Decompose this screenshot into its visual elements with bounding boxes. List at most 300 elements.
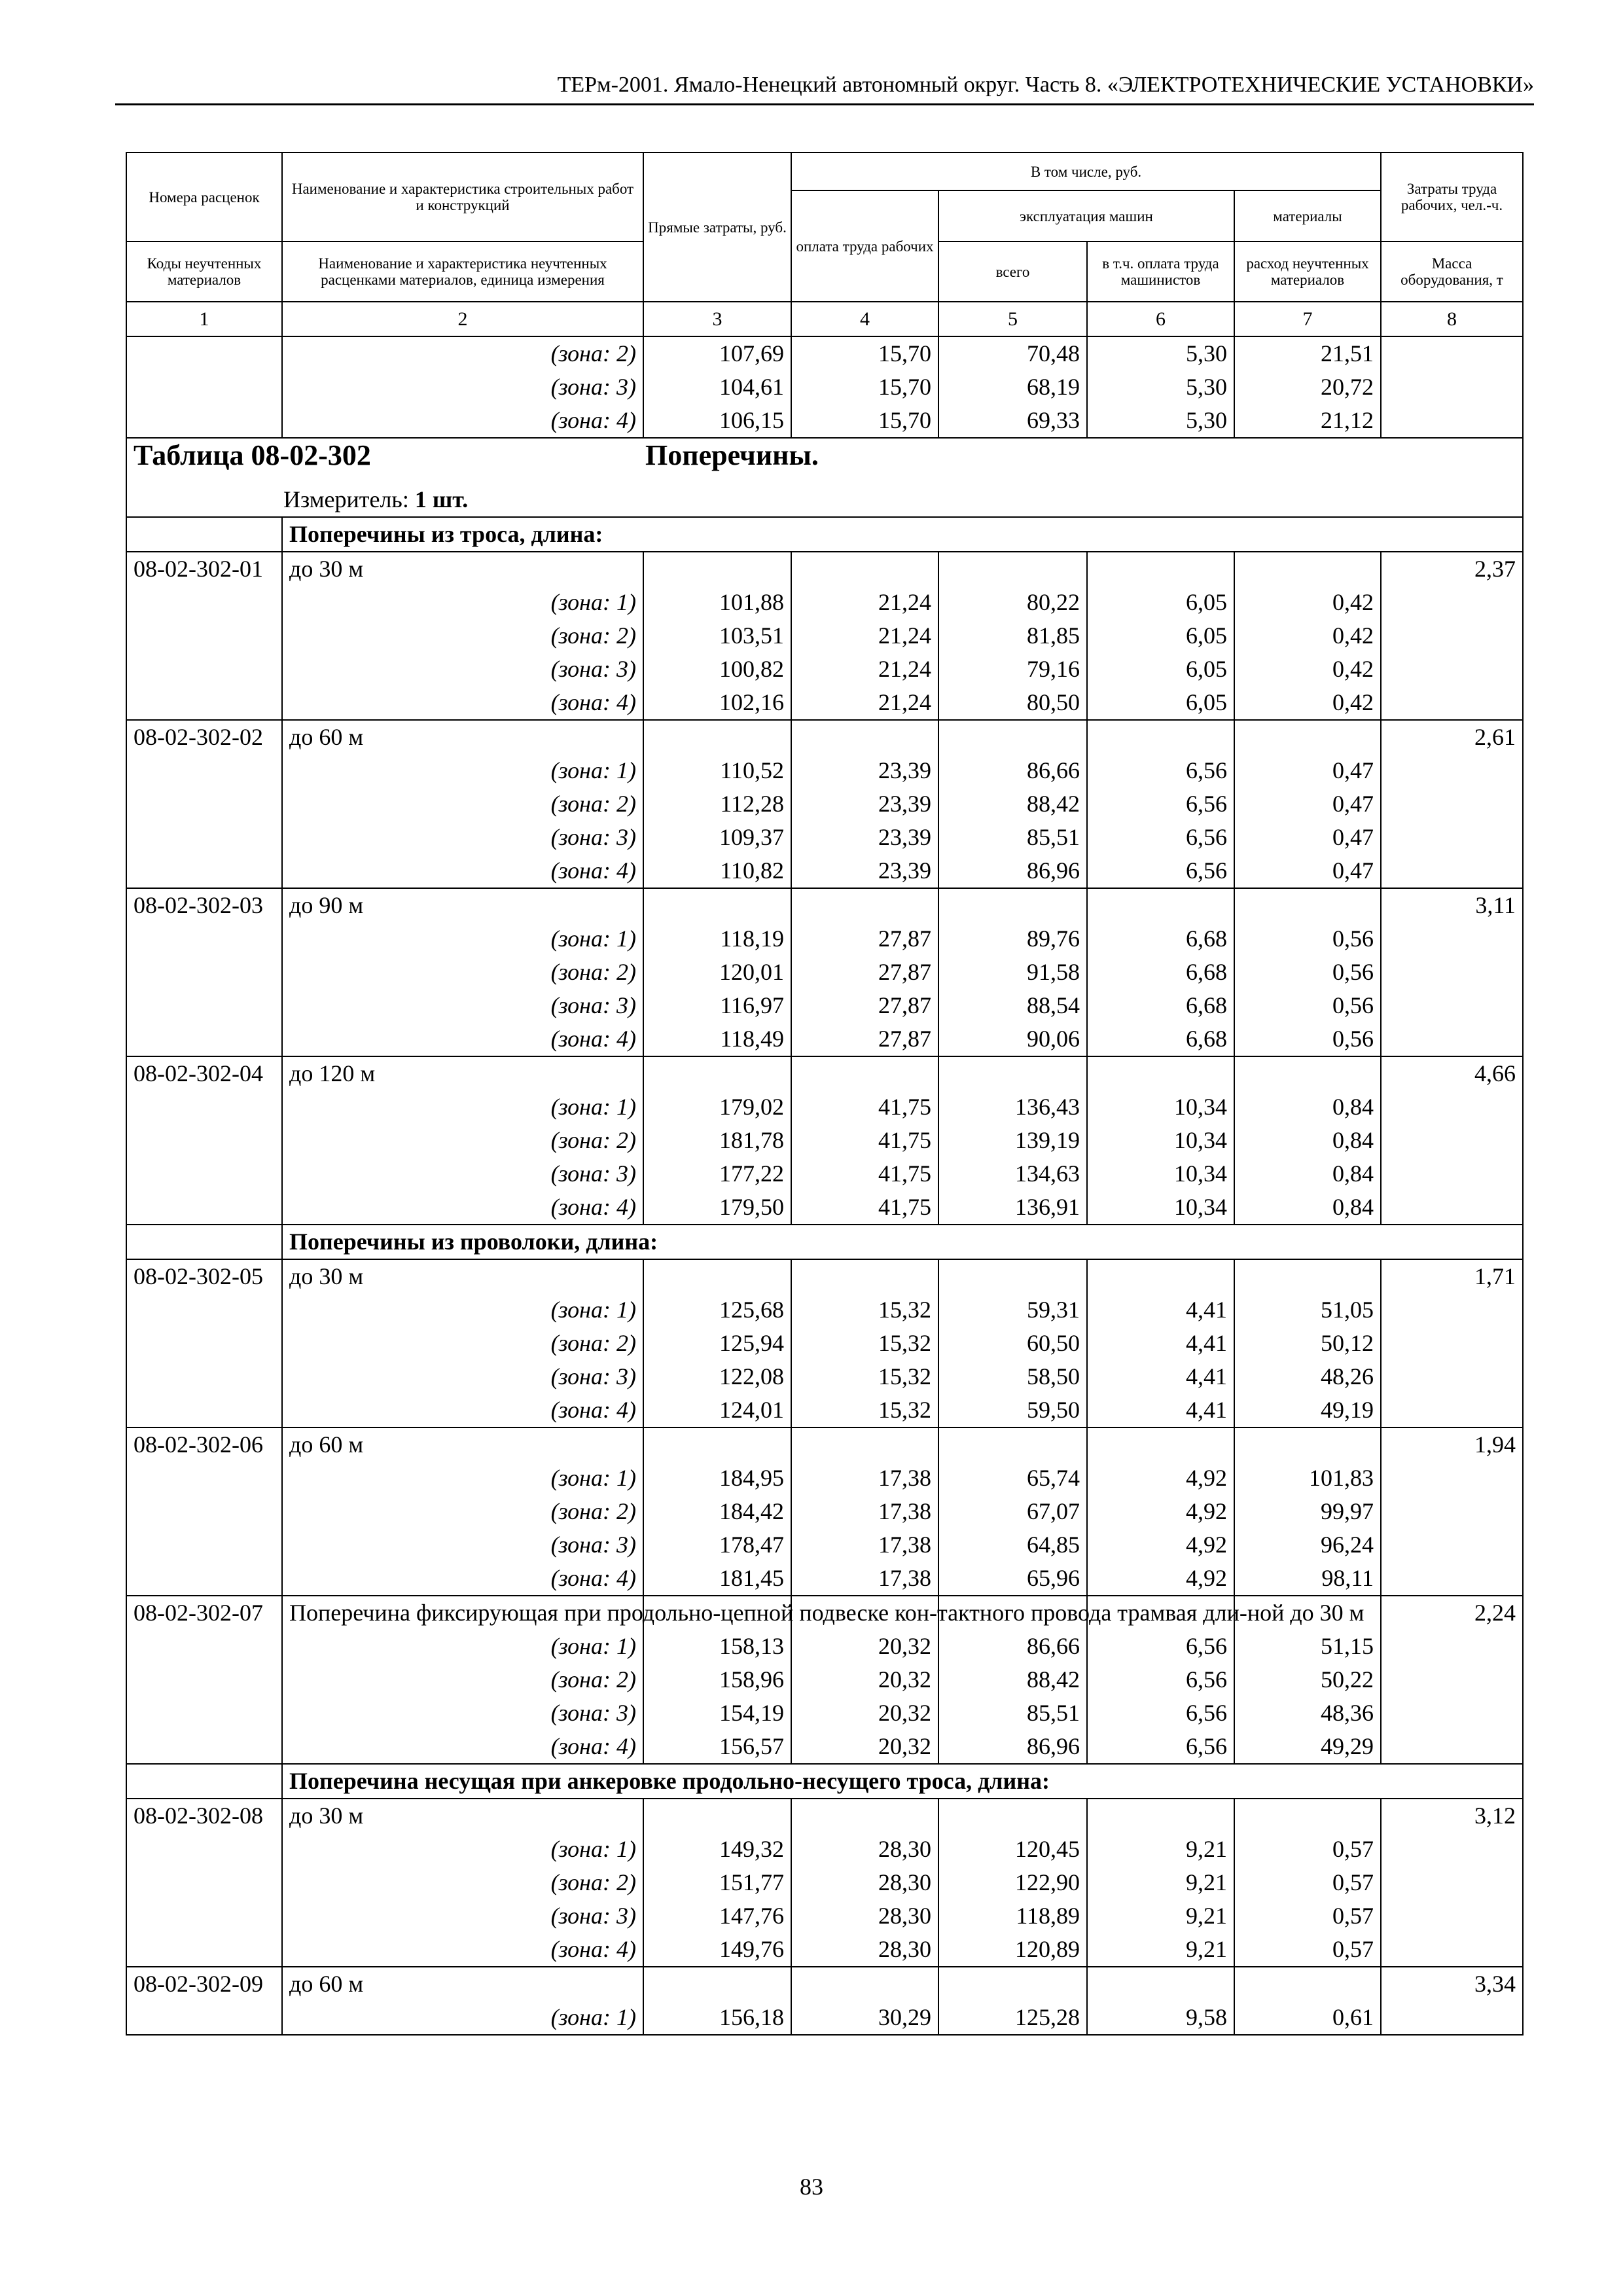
machines-total: 81,85 <box>938 619 1087 653</box>
machinists-pay: 6,68 <box>1087 956 1234 989</box>
zone-label: (зона: 2) <box>282 1327 643 1360</box>
header-rule <box>115 103 1534 105</box>
column-number: 2 <box>282 302 643 336</box>
rate-item-row <box>126 888 1523 922</box>
labor-hours: 4,66 <box>1381 1056 1523 1090</box>
zone-row <box>126 1124 1523 1157</box>
labor-hours: 1,94 <box>1381 1427 1523 1462</box>
zone-row <box>126 653 1523 686</box>
machines-total: 85,51 <box>938 1696 1087 1730</box>
zone-row <box>126 1899 1523 1933</box>
column-number: 6 <box>1087 302 1234 336</box>
rate-name: до 90 м <box>282 888 643 922</box>
machinists-pay: 10,34 <box>1087 1157 1234 1191</box>
table-body <box>126 517 1523 2035</box>
labor-pay: 23,39 <box>791 821 938 854</box>
labor-pay: 41,75 <box>791 1090 938 1124</box>
zone-label: (зона: 4) <box>282 1562 643 1596</box>
machinists-pay: 4,41 <box>1087 1360 1234 1393</box>
header-work-name: Наименование и характеристика строительных работ и конструкций <box>282 152 643 242</box>
zone-row <box>126 686 1523 720</box>
zone-label: (зона: 2) <box>282 787 643 821</box>
rate-code: 08-02-302-02 <box>126 720 282 754</box>
section-title: Поперечины из троса, длина: <box>282 517 1523 552</box>
machinists-pay: 6,68 <box>1087 922 1234 956</box>
header-materials: материалы <box>1234 190 1381 242</box>
machines-total: 80,22 <box>938 586 1087 619</box>
machinists-pay: 6,56 <box>1087 1696 1234 1730</box>
section-title-row <box>126 1225 1523 1259</box>
machines-total: 80,50 <box>938 686 1087 720</box>
rate-item-row <box>126 1427 1523 1462</box>
materials-cost: 0,57 <box>1234 1933 1381 1967</box>
direct-cost: 107,69 <box>643 336 791 370</box>
table-header <box>126 152 1523 336</box>
labor-pay: 17,38 <box>791 1562 938 1596</box>
rates-table <box>126 152 1524 2036</box>
labor-pay: 41,75 <box>791 1191 938 1225</box>
machinists-pay: 9,21 <box>1087 1899 1234 1933</box>
direct-cost: 110,52 <box>643 754 791 787</box>
machinists-pay: 6,68 <box>1087 1022 1234 1056</box>
machinists-pay: 4,41 <box>1087 1393 1234 1427</box>
machines-total: 59,31 <box>938 1293 1087 1327</box>
header-material-names: Наименование и характеристика неучтенных расценками материалов, единица измерения <box>282 242 643 302</box>
machinists-pay: 6,68 <box>1087 989 1234 1022</box>
direct-cost: 184,95 <box>643 1462 791 1495</box>
rate-name: до 30 м <box>282 1259 643 1293</box>
direct-cost: 118,19 <box>643 922 791 956</box>
zone-row <box>126 1630 1523 1663</box>
direct-cost: 156,18 <box>643 2001 791 2035</box>
machines-total: 86,66 <box>938 754 1087 787</box>
zone-label: (зона: 2) <box>282 1495 643 1528</box>
direct-cost: 112,28 <box>643 787 791 821</box>
direct-cost: 181,78 <box>643 1124 791 1157</box>
zone-row <box>126 1833 1523 1866</box>
materials-cost: 0,42 <box>1234 686 1381 720</box>
machines-total: 88,54 <box>938 989 1087 1022</box>
section-title-row <box>126 517 1523 552</box>
table-number: Таблица 08-02-302 <box>134 439 371 471</box>
labor-hours: 3,12 <box>1381 1799 1523 1833</box>
zone-row <box>126 586 1523 619</box>
rate-code: 08-02-302-06 <box>126 1427 282 1462</box>
machines-total: 134,63 <box>938 1157 1087 1191</box>
table-name: Поперечины. <box>645 439 819 471</box>
rate-name: до 30 м <box>282 1799 643 1833</box>
zone-label: (зона: 1) <box>282 1630 643 1663</box>
materials-cost: 0,61 <box>1234 2001 1381 2035</box>
machinists-pay: 9,21 <box>1087 1833 1234 1866</box>
page-number: 83 <box>800 2174 823 2200</box>
column-number: 4 <box>791 302 938 336</box>
direct-cost: 177,22 <box>643 1157 791 1191</box>
zone-row <box>126 1293 1523 1327</box>
labor-hours: 2,24 <box>1381 1596 1523 1630</box>
header-labor-pay: оплата труда рабочих <box>791 190 938 302</box>
zone-row <box>126 1696 1523 1730</box>
labor-pay: 20,32 <box>791 1696 938 1730</box>
direct-cost: 106,15 <box>643 404 791 438</box>
materials-cost: 0,42 <box>1234 619 1381 653</box>
rate-name: до 60 м <box>282 1967 643 2001</box>
zone-label: (зона: 1) <box>282 2001 643 2035</box>
zone-row <box>126 787 1523 821</box>
header-direct-costs: Прямые затраты, руб. <box>643 152 791 302</box>
zone-label: (зона: 3) <box>282 653 643 686</box>
labor-pay: 15,32 <box>791 1293 938 1327</box>
rate-code: 08-02-302-09 <box>126 1967 282 2001</box>
zone-row <box>126 821 1523 854</box>
labor-pay: 27,87 <box>791 956 938 989</box>
zone-row <box>126 1933 1523 1967</box>
machinists-pay: 4,92 <box>1087 1528 1234 1562</box>
labor-pay: 15,32 <box>791 1327 938 1360</box>
zone-row <box>126 1866 1523 1899</box>
zone-row <box>126 1090 1523 1124</box>
machinists-pay: 6,56 <box>1087 754 1234 787</box>
materials-cost: 0,56 <box>1234 1022 1381 1056</box>
machinists-pay: 5,30 <box>1087 370 1234 404</box>
zone-label: (зона: 2) <box>282 1663 643 1696</box>
labor-pay: 17,38 <box>791 1462 938 1495</box>
zone-row <box>126 619 1523 653</box>
labor-pay: 27,87 <box>791 922 938 956</box>
labor-pay: 21,24 <box>791 686 938 720</box>
direct-cost: 110,82 <box>643 854 791 888</box>
labor-pay: 15,32 <box>791 1393 938 1427</box>
direct-cost: 147,76 <box>643 1899 791 1933</box>
materials-cost: 0,42 <box>1234 653 1381 686</box>
materials-cost: 0,57 <box>1234 1899 1381 1933</box>
header-material-codes: Коды неучтенных материалов <box>126 242 282 302</box>
machines-total: 91,58 <box>938 956 1087 989</box>
zone-row <box>126 1157 1523 1191</box>
zone-label: (зона: 1) <box>282 1090 643 1124</box>
direct-cost: 103,51 <box>643 619 791 653</box>
header-including: В том числе, руб. <box>791 152 1381 190</box>
header-unaccounted-materials: расход неучтенных материалов <box>1234 242 1381 302</box>
machines-total: 68,19 <box>938 370 1087 404</box>
labor-pay: 41,75 <box>791 1124 938 1157</box>
zone-row <box>126 754 1523 787</box>
materials-cost: 0,84 <box>1234 1090 1381 1124</box>
direct-cost: 100,82 <box>643 653 791 686</box>
direct-cost: 109,37 <box>643 821 791 854</box>
zone-label: (зона: 3) <box>282 821 643 854</box>
machines-total: 86,66 <box>938 1630 1087 1663</box>
zone-row <box>126 1022 1523 1056</box>
zone-row <box>126 922 1523 956</box>
rate-item-row <box>126 1056 1523 1090</box>
zone-label: (зона: 1) <box>282 754 643 787</box>
materials-cost: 99,97 <box>1234 1495 1381 1528</box>
direct-cost: 120,01 <box>643 956 791 989</box>
zone-row <box>126 989 1523 1022</box>
labor-hours: 3,34 <box>1381 1967 1523 2001</box>
materials-cost: 0,47 <box>1234 854 1381 888</box>
rate-item-row <box>126 1799 1523 1833</box>
zone-label: (зона: 3) <box>282 989 643 1022</box>
zone-row <box>126 336 1523 370</box>
direct-cost: 122,08 <box>643 1360 791 1393</box>
zone-label: (зона: 1) <box>282 1293 643 1327</box>
materials-cost: 21,12 <box>1234 404 1381 438</box>
materials-cost: 0,84 <box>1234 1124 1381 1157</box>
zone-label: (зона: 4) <box>282 1730 643 1764</box>
materials-cost: 49,29 <box>1234 1730 1381 1764</box>
rate-item-row <box>126 1967 1523 2001</box>
machines-total: 65,74 <box>938 1462 1087 1495</box>
machinists-pay: 10,34 <box>1087 1090 1234 1124</box>
rate-item-row <box>126 1259 1523 1293</box>
direct-cost: 156,57 <box>643 1730 791 1764</box>
machinists-pay: 6,05 <box>1087 586 1234 619</box>
zone-label: (зона: 2) <box>282 336 643 370</box>
machinists-pay: 6,56 <box>1087 854 1234 888</box>
machines-total: 120,45 <box>938 1833 1087 1866</box>
labor-hours: 2,61 <box>1381 720 1523 754</box>
rate-item-row <box>126 720 1523 754</box>
direct-cost: 181,45 <box>643 1562 791 1596</box>
labor-hours: 3,11 <box>1381 888 1523 922</box>
materials-cost: 50,12 <box>1234 1327 1381 1360</box>
direct-cost: 118,49 <box>643 1022 791 1056</box>
machinists-pay: 9,21 <box>1087 1866 1234 1899</box>
labor-pay: 28,30 <box>791 1933 938 1967</box>
zone-row <box>126 1562 1523 1596</box>
zone-label: (зона: 4) <box>282 1191 643 1225</box>
zone-label: (зона: 4) <box>282 1393 643 1427</box>
labor-pay: 21,24 <box>791 653 938 686</box>
column-number: 1 <box>126 302 282 336</box>
rate-name: до 60 м <box>282 1427 643 1462</box>
direct-cost: 149,32 <box>643 1833 791 1866</box>
materials-cost: 21,51 <box>1234 336 1381 370</box>
materials-cost: 0,57 <box>1234 1833 1381 1866</box>
machinists-pay: 6,56 <box>1087 787 1234 821</box>
machinists-pay: 4,92 <box>1087 1562 1234 1596</box>
machinists-pay: 9,21 <box>1087 1933 1234 1967</box>
labor-pay: 30,29 <box>791 2001 938 2035</box>
zone-label: (зона: 1) <box>282 586 643 619</box>
labor-pay: 15,70 <box>791 336 938 370</box>
labor-pay: 23,39 <box>791 754 938 787</box>
header-machines-total: всего <box>938 242 1087 302</box>
machines-total: 118,89 <box>938 1899 1087 1933</box>
machines-total: 86,96 <box>938 854 1087 888</box>
machines-total: 88,42 <box>938 787 1087 821</box>
direct-cost: 116,97 <box>643 989 791 1022</box>
machinists-pay: 6,05 <box>1087 619 1234 653</box>
materials-cost: 0,57 <box>1234 1866 1381 1899</box>
labor-pay: 27,87 <box>791 1022 938 1056</box>
zone-row <box>126 404 1523 438</box>
machines-total: 79,16 <box>938 653 1087 686</box>
materials-cost: 20,72 <box>1234 370 1381 404</box>
direct-cost: 178,47 <box>643 1528 791 1562</box>
machines-total: 90,06 <box>938 1022 1087 1056</box>
rate-code: 08-02-302-07 <box>126 1596 282 1630</box>
section-title: Поперечина несущая при анкеровке продольно-несущего троса, длина: <box>282 1764 1523 1799</box>
direct-cost: 124,01 <box>643 1393 791 1427</box>
meter-line <box>134 483 1516 516</box>
header-equipment-mass: Масса оборудования, т <box>1381 242 1523 302</box>
labor-pay: 20,32 <box>791 1663 938 1696</box>
labor-pay: 17,38 <box>791 1528 938 1562</box>
zone-row <box>126 1730 1523 1764</box>
column-number: 3 <box>643 302 791 336</box>
carry-over-rows <box>126 336 1523 438</box>
zone-label: (зона: 2) <box>282 1866 643 1899</box>
materials-cost: 0,84 <box>1234 1191 1381 1225</box>
zone-label: (зона: 3) <box>282 1157 643 1191</box>
column-number: 8 <box>1381 302 1523 336</box>
labor-pay: 28,30 <box>791 1899 938 1933</box>
zone-row <box>126 1360 1523 1393</box>
rate-code: 08-02-302-05 <box>126 1259 282 1293</box>
direct-cost: 102,16 <box>643 686 791 720</box>
labor-pay: 28,30 <box>791 1833 938 1866</box>
machinists-pay: 6,56 <box>1087 1630 1234 1663</box>
machines-total: 88,42 <box>938 1663 1087 1696</box>
machinists-pay: 5,30 <box>1087 336 1234 370</box>
zone-label: (зона: 3) <box>282 1696 643 1730</box>
running-header: ТЕРм-2001. Ямало-Ненецкий автономный округ. Часть 8. «ЭЛЕКТРОТЕХНИЧЕСКИЕ УСТАНОВКИ» <box>557 73 1534 97</box>
direct-cost: 179,50 <box>643 1191 791 1225</box>
section-title-row <box>126 1764 1523 1799</box>
materials-cost: 0,56 <box>1234 989 1381 1022</box>
rate-code: 08-02-302-03 <box>126 888 282 922</box>
rate-code: 08-02-302-01 <box>126 552 282 586</box>
machinists-pay: 10,34 <box>1087 1124 1234 1157</box>
materials-cost: 0,47 <box>1234 754 1381 787</box>
direct-cost: 158,96 <box>643 1663 791 1696</box>
header-rate-numbers: Номера расценок <box>126 152 282 242</box>
zone-label: (зона: 3) <box>282 370 643 404</box>
zone-label: (зона: 1) <box>282 1833 643 1866</box>
column-number: 7 <box>1234 302 1381 336</box>
materials-cost: 0,47 <box>1234 821 1381 854</box>
zone-row <box>126 1191 1523 1225</box>
machines-total: 86,96 <box>938 1730 1087 1764</box>
machinists-pay: 6,56 <box>1087 1663 1234 1696</box>
materials-cost: 51,15 <box>1234 1630 1381 1663</box>
labor-pay: 17,38 <box>791 1495 938 1528</box>
labor-pay: 41,75 <box>791 1157 938 1191</box>
direct-cost: 184,42 <box>643 1495 791 1528</box>
direct-cost: 125,68 <box>643 1293 791 1327</box>
machines-total: 65,96 <box>938 1562 1087 1596</box>
labor-pay: 23,39 <box>791 787 938 821</box>
labor-pay: 15,70 <box>791 370 938 404</box>
labor-pay: 21,24 <box>791 619 938 653</box>
header-machinists-pay: в т.ч. оплата труда машинистов <box>1087 242 1234 302</box>
materials-cost: 0,42 <box>1234 586 1381 619</box>
machinists-pay: 4,41 <box>1087 1293 1234 1327</box>
rate-code: 08-02-302-04 <box>126 1056 282 1090</box>
machines-total: 136,43 <box>938 1090 1087 1124</box>
zone-label: (зона: 2) <box>282 1124 643 1157</box>
direct-cost: 125,94 <box>643 1327 791 1360</box>
machines-total: 67,07 <box>938 1495 1087 1528</box>
zone-row <box>126 1393 1523 1427</box>
machines-total: 122,90 <box>938 1866 1087 1899</box>
labor-pay: 20,32 <box>791 1730 938 1764</box>
materials-cost: 98,11 <box>1234 1562 1381 1596</box>
zone-label: (зона: 3) <box>282 1528 643 1562</box>
zone-label: (зона: 2) <box>282 619 643 653</box>
zone-label: (зона: 2) <box>282 956 643 989</box>
labor-pay: 23,39 <box>791 854 938 888</box>
table-title-row <box>126 438 1523 517</box>
rate-item-row <box>126 1596 1523 1630</box>
zone-label: (зона: 4) <box>282 854 643 888</box>
labor-pay: 20,32 <box>791 1630 938 1663</box>
materials-cost: 48,26 <box>1234 1360 1381 1393</box>
machinists-pay: 4,92 <box>1087 1495 1234 1528</box>
machines-total: 59,50 <box>938 1393 1087 1427</box>
rate-name: Поперечина фиксирующая при продольно-цепной подвеске кон-тактного провода трамвая дли-ной до 30 м <box>282 1596 643 1630</box>
direct-cost: 154,19 <box>643 1696 791 1730</box>
zone-row <box>126 1495 1523 1528</box>
zone-row <box>126 1528 1523 1562</box>
labor-pay: 27,87 <box>791 989 938 1022</box>
machines-total: 60,50 <box>938 1327 1087 1360</box>
table-title-block <box>126 438 1523 517</box>
zone-row <box>126 1327 1523 1360</box>
zone-row <box>126 1462 1523 1495</box>
materials-cost: 96,24 <box>1234 1528 1381 1562</box>
materials-cost: 0,56 <box>1234 956 1381 989</box>
machines-total: 136,91 <box>938 1191 1087 1225</box>
machinists-pay: 5,30 <box>1087 404 1234 438</box>
zone-label: (зона: 4) <box>282 1933 643 1967</box>
meter-value: 1 шт. <box>414 486 469 512</box>
zone-label: (зона: 3) <box>282 1360 643 1393</box>
machines-total: 120,89 <box>938 1933 1087 1967</box>
zone-label: (зона: 1) <box>282 922 643 956</box>
zone-label: (зона: 4) <box>282 1022 643 1056</box>
machinists-pay: 4,41 <box>1087 1327 1234 1360</box>
machinists-pay: 6,05 <box>1087 653 1234 686</box>
section-title: Поперечины из проволоки, длина: <box>282 1225 1523 1259</box>
zone-row <box>126 1663 1523 1696</box>
materials-cost: 51,05 <box>1234 1293 1381 1327</box>
header-labor-hours: Затраты труда рабочих, чел.-ч. <box>1381 152 1523 242</box>
direct-cost: 158,13 <box>643 1630 791 1663</box>
column-number: 5 <box>938 302 1087 336</box>
rate-name: до 30 м <box>282 552 643 586</box>
zone-row <box>126 2001 1523 2035</box>
materials-cost: 50,22 <box>1234 1663 1381 1696</box>
machines-total: 125,28 <box>938 2001 1087 2035</box>
header-machines: эксплуатация машин <box>938 190 1234 242</box>
materials-cost: 0,56 <box>1234 922 1381 956</box>
zone-label: (зона: 1) <box>282 1462 643 1495</box>
meter-label: Измеритель: <box>283 486 409 512</box>
labor-pay: 21,24 <box>791 586 938 619</box>
machinists-pay: 9,58 <box>1087 2001 1234 2035</box>
materials-cost: 101,83 <box>1234 1462 1381 1495</box>
machines-total: 85,51 <box>938 821 1087 854</box>
labor-hours: 1,71 <box>1381 1259 1523 1293</box>
zone-label: (зона: 4) <box>282 404 643 438</box>
direct-cost: 151,77 <box>643 1866 791 1899</box>
rate-item-row <box>126 552 1523 586</box>
machines-total: 69,33 <box>938 404 1087 438</box>
